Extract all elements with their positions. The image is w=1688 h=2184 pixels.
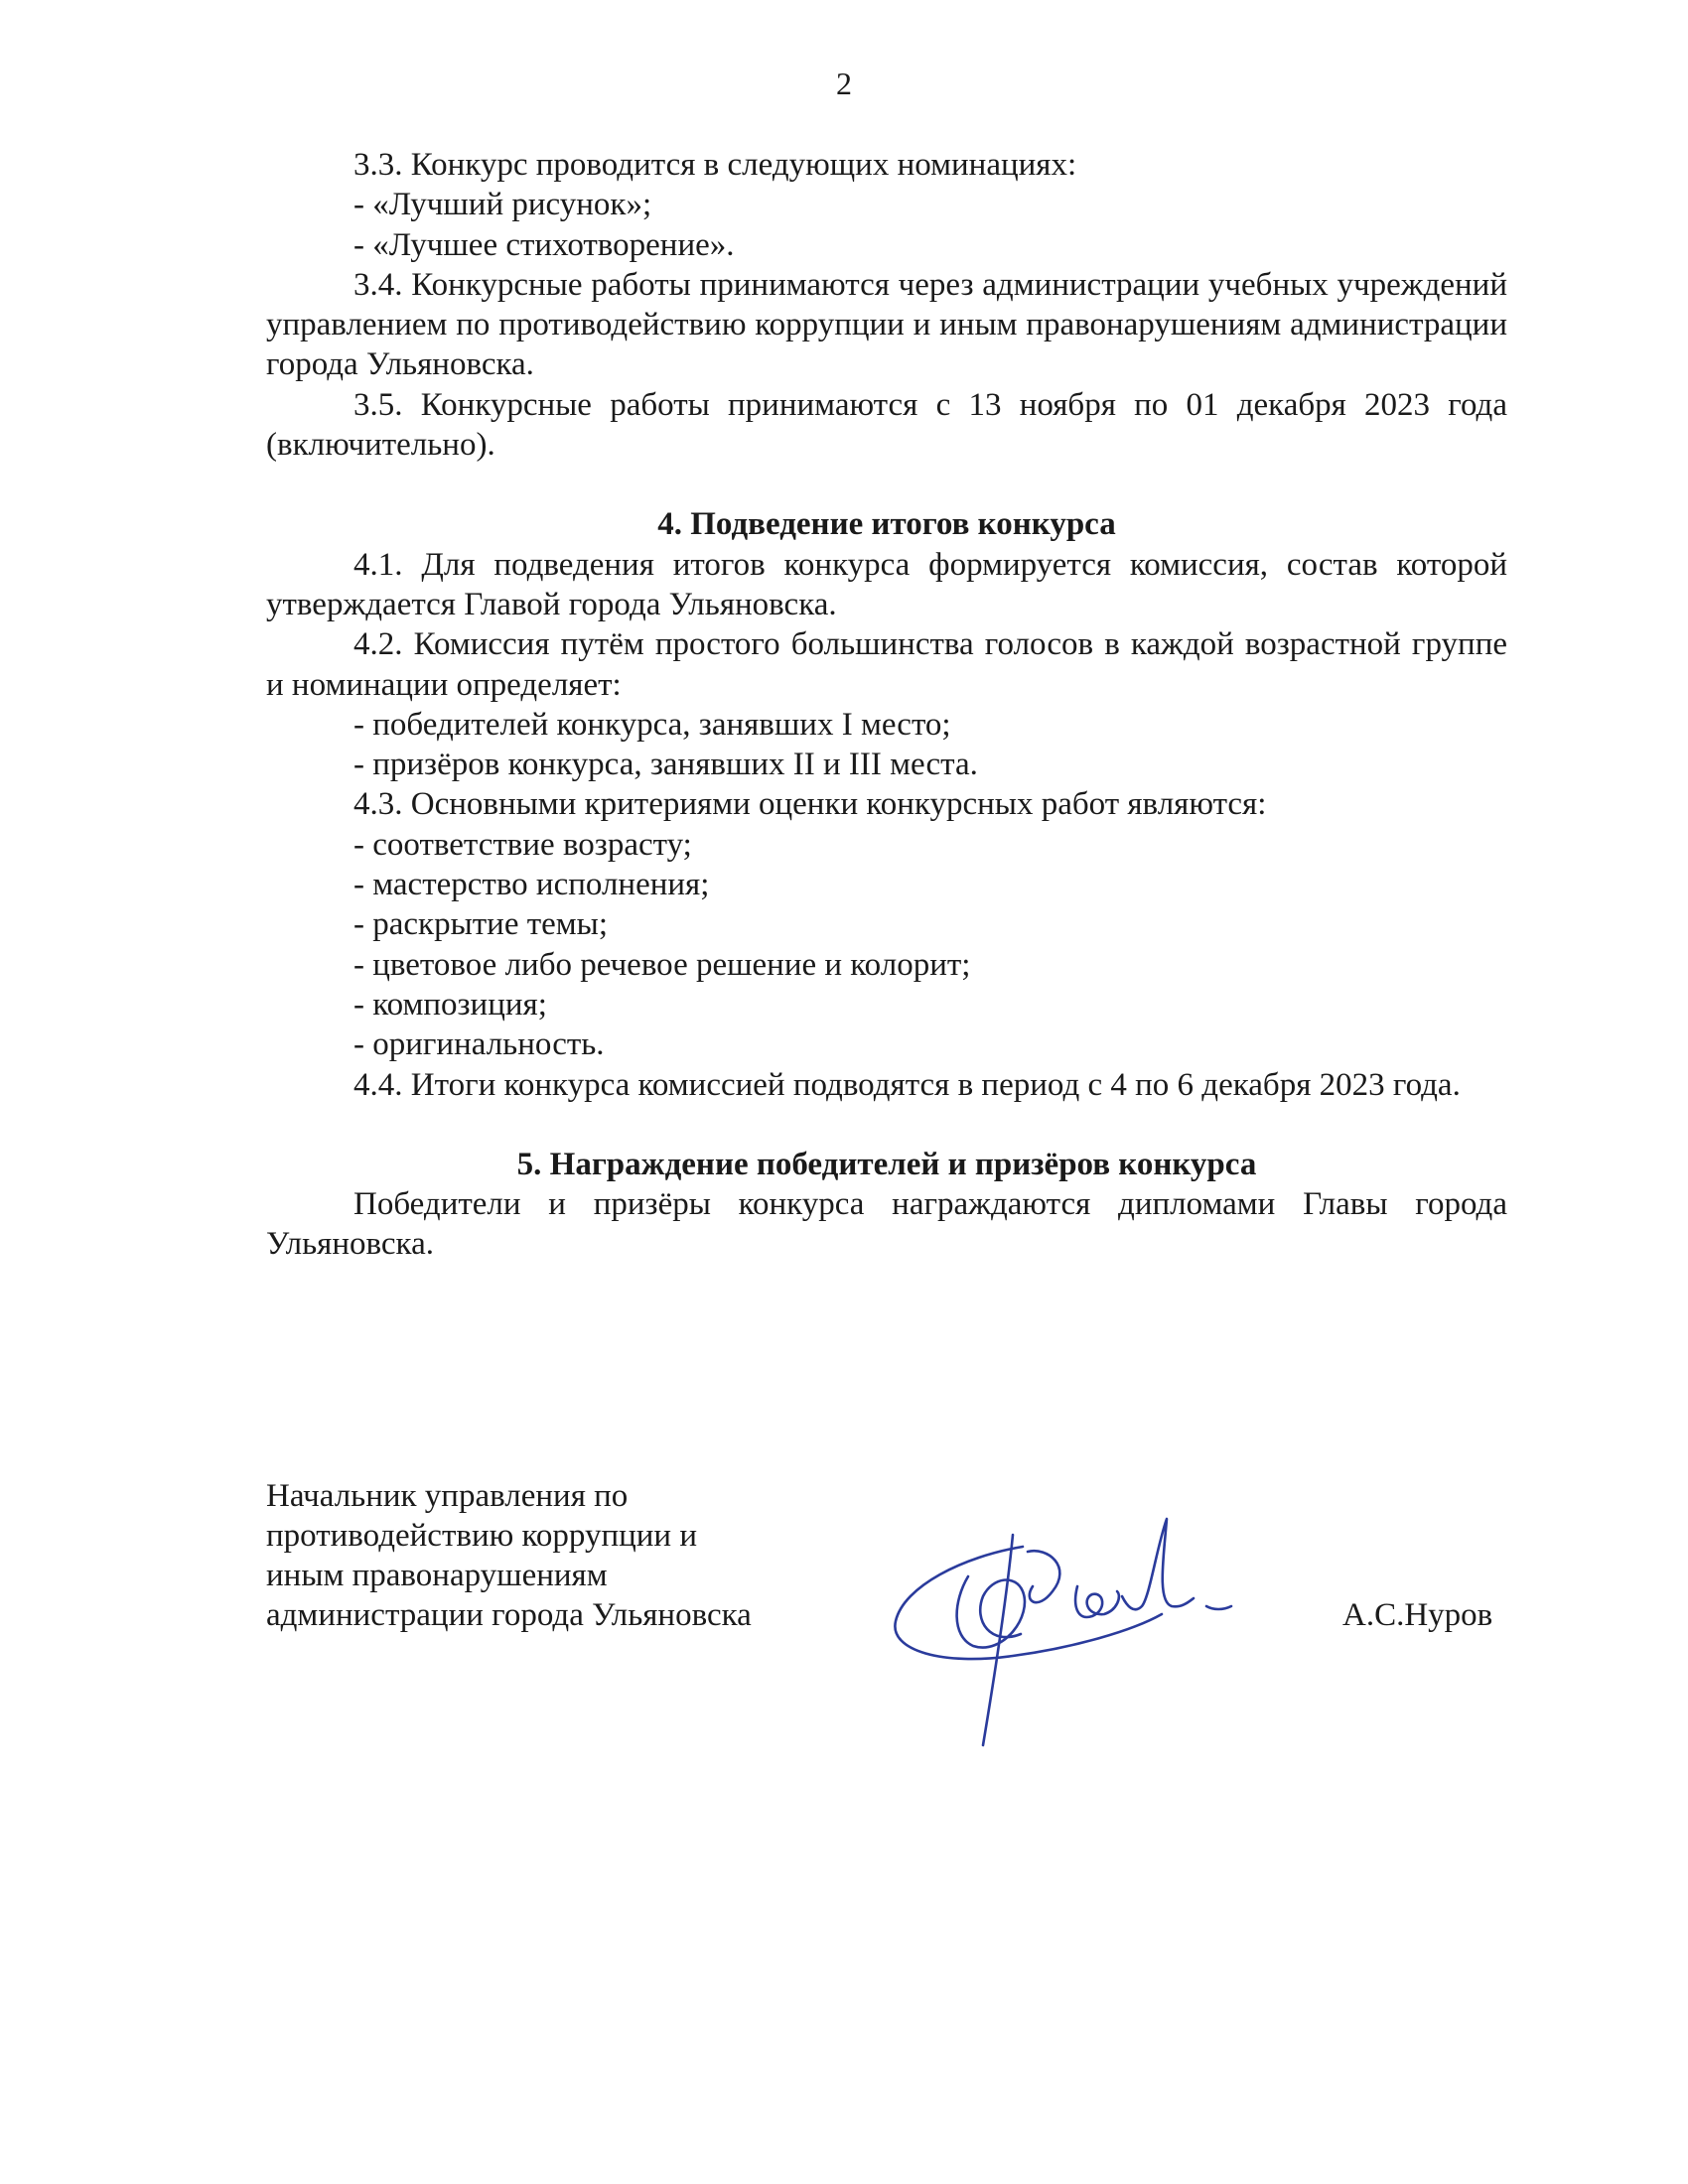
paragraph-4-4: 4.4. Итоги конкурса комиссией подводятся в период с 4 по 6 декабря 2023 года. (353, 1066, 1461, 1103)
list-item: - цветовое либо речевое решение и колорит; (353, 946, 971, 983)
list-item: - композиция; (353, 986, 547, 1023)
list-item: - оригинальность. (353, 1026, 605, 1063)
list-item: - мастерство исполнения; (353, 867, 710, 903)
paragraph-5: Победители и призёры конкурса награждаются дипломами Главы города Ульяновска. (266, 1186, 1507, 1263)
section-4-heading: 4. Подведение итогов конкурса (657, 506, 1116, 543)
paragraph-4-1: 4.1. Для подведения итогов конкурса формируется комиссия, состав которой утверждается Главой города Ульяновска. (266, 546, 1507, 622)
signatory-line: противодействию коррупции и (266, 1518, 697, 1554)
list-item: - победителей конкурса, занявших I место; (353, 706, 951, 743)
list-item: - «Лучший рисунок»; (353, 187, 652, 223)
signatory-line: администрации города Ульяновска (266, 1597, 752, 1633)
signatory-line: Начальник управления по (266, 1478, 629, 1514)
signatory-position (266, 1476, 752, 1635)
paragraph-4-3: 4.3. Основными критериями оценки конкурсных работ являются: (353, 786, 1267, 823)
handwritten-signature (874, 1507, 1241, 1755)
page-number: 2 (836, 66, 852, 101)
list-item: - «Лучшее стихотворение». (353, 226, 735, 263)
signatory-name: А.С.Нуров (1342, 1597, 1493, 1633)
document-body (266, 145, 1507, 1265)
paragraph-4-2: 4.2. Комиссия путём простого большинства голосов в каждой возрастной группе и номинации определяет: (266, 626, 1507, 703)
signatory-line: иным правонарушениям (266, 1558, 608, 1593)
list-item: - соответствие возрасту; (353, 826, 692, 863)
paragraph-3-4: 3.4. Конкурсные работы принимаются через администрации учебных учреждений управлением по противодействию коррупции и иным правонарушениям администрации города Ульяновска. (266, 266, 1507, 383)
paragraph-3-5: 3.5. Конкурсные работы принимаются с 13 ноября по 01 декабря 2023 года (включительно). (266, 386, 1507, 464)
paragraph-3-3: 3.3. Конкурс проводится в следующих номинациях: (353, 147, 1077, 183)
list-item: - раскрытие темы; (353, 906, 609, 943)
list-item: - призёров конкурса, занявших II и III места. (353, 747, 978, 783)
section-5-heading: 5. Награждение победителей и призёров конкурса (516, 1146, 1257, 1182)
